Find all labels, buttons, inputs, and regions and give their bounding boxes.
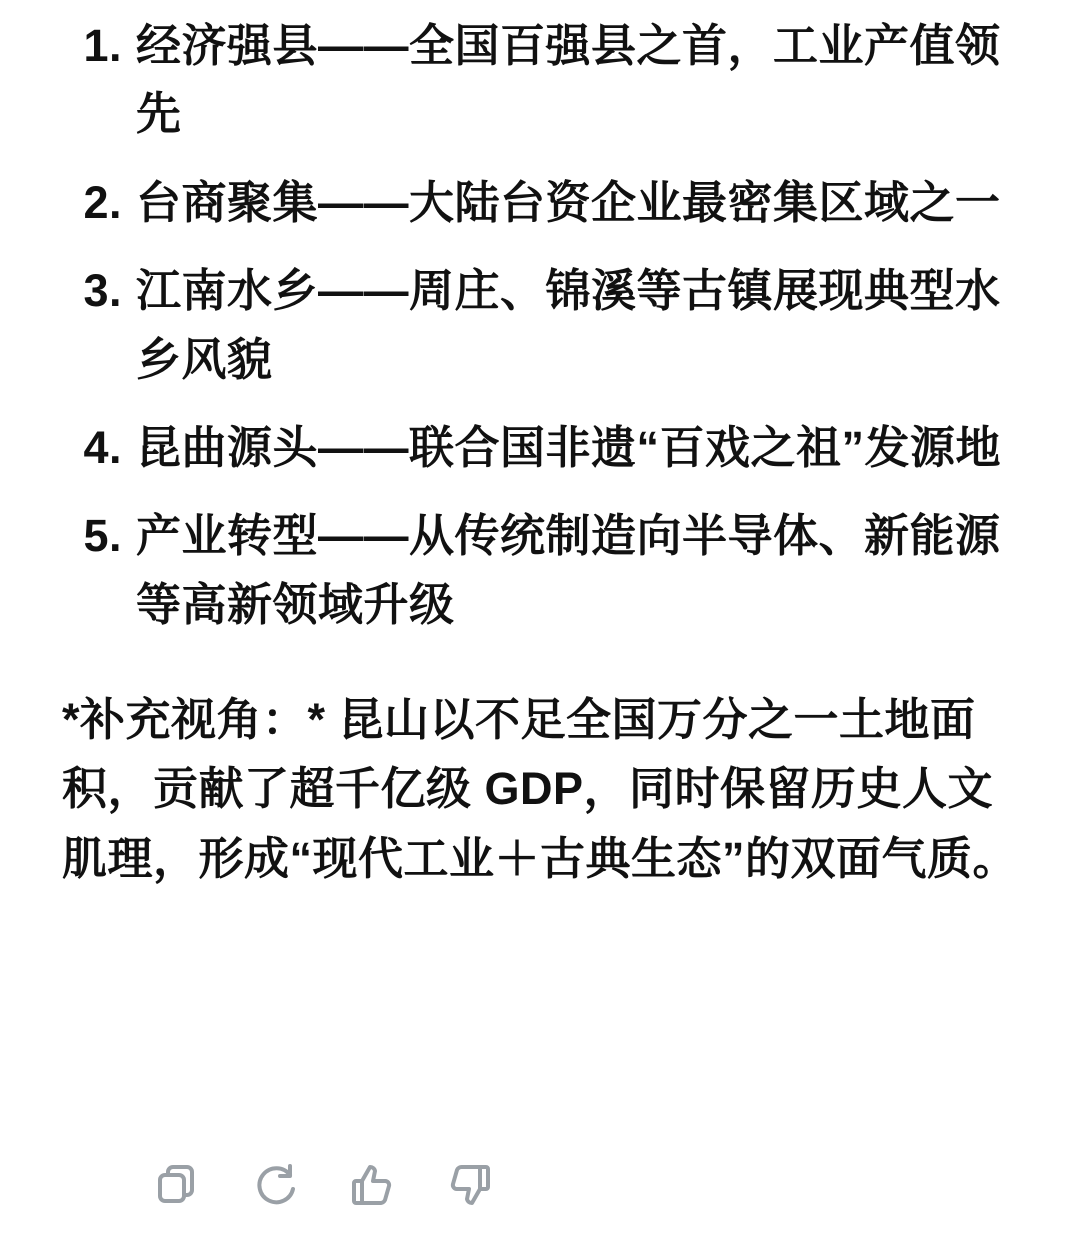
- list-item-marker: 4.: [83, 421, 122, 473]
- list-item: [60, 169, 1020, 237]
- thumbs-down-icon: [446, 1161, 494, 1209]
- list-item-marker: 5.: [83, 510, 122, 562]
- list-item-marker: 1.: [83, 20, 122, 71]
- thumbs-down-button[interactable]: [444, 1159, 496, 1211]
- list-item: [60, 12, 1020, 149]
- regenerate-button[interactable]: [248, 1159, 300, 1211]
- list-item: [60, 257, 1020, 394]
- list-item-text: 昆曲源头——联合国非遗“百戏之祖”发源地: [136, 421, 1002, 473]
- list-item-text: 台商聚集——大陆台资企业最密集区域之一: [136, 176, 1001, 228]
- list-item: [60, 502, 1020, 639]
- copy-button[interactable]: [150, 1159, 202, 1211]
- list-item: [60, 414, 1020, 482]
- list-item-marker: 3.: [83, 265, 122, 317]
- answer-list: [60, 12, 1020, 639]
- thumbs-up-icon: [348, 1161, 396, 1209]
- list-item-text: 经济强县——全国百强县之首，工业产值领先: [136, 20, 1001, 140]
- regenerate-icon: [250, 1161, 298, 1209]
- list-item-text: 江南水乡——周庄、锦溪等古镇展现典型水乡风貌: [136, 265, 1001, 385]
- thumbs-up-button[interactable]: [346, 1159, 398, 1211]
- copy-icon: [152, 1161, 200, 1209]
- list-item-marker: 2.: [83, 176, 122, 228]
- list-item-text: 产业转型——从传统制造向半导体、新能源等高新领域升级: [136, 510, 1001, 630]
- supplementary-note: *补充视角：* 昆山以不足全国万分之一土地面积，贡献了超千亿级 GDP，同时保留历史人文肌理，形成“现代工业＋古典生态”的双面气质。: [62, 694, 1019, 884]
- message-action-bar: [150, 1159, 496, 1211]
